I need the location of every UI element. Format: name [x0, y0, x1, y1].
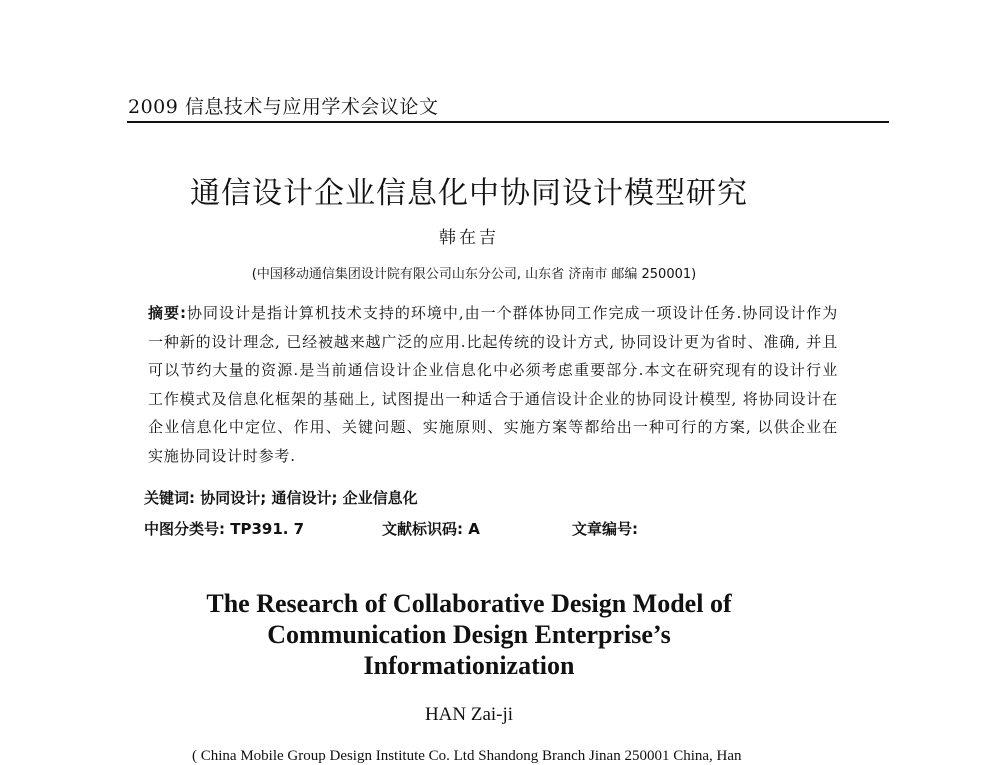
title-en-line: The Research of Collaborative Design Model of: [206, 589, 732, 618]
article-number: 文章编号:: [572, 520, 638, 538]
clc-number: 中图分类号: TP391. 7: [144, 520, 305, 538]
running-header: 2009 信息技术与应用学术会议论文: [128, 96, 439, 118]
title-en-line: Communication Design Enterprise’s: [267, 620, 671, 649]
author-english: HAN Zai-ji: [424, 704, 514, 725]
title-en-line: Informationization: [363, 651, 575, 680]
author-chinese: 韩在吉: [439, 228, 499, 248]
abstract-chinese: [148, 299, 838, 470]
document-code: 文献标识码: A: [382, 520, 480, 538]
affiliation-english: ( China Mobile Group Design Institute Co. Ltd Shandong Branch Jinan 250001 China, Han: [192, 748, 742, 764]
affiliation-chinese: (中国移动通信集团设计院有限公司山东分公司, 山东省 济南市 邮编 250001): [251, 267, 697, 282]
paper-title-english: [0, 588, 938, 681]
keywords-chinese: 关键词: 协同设计; 通信设计; 企业信息化: [144, 489, 418, 507]
paper-title-chinese: 通信设计企业信息化中协同设计模型研究: [190, 176, 748, 211]
header-divider: [127, 121, 889, 123]
abstract-text: 协同设计是指计算机技术支持的环境中,由一个群体协同工作完成一项设计任务.协同设计作为一种新的设计理念, 已经被越来越广泛的应用.比起传统的设计方式, 协同设计更为省时、准确, 并且可以节约大量的资源.是当前通信设计企业信息化中必须考虑重要部分.本文在研究现有的设计行业工作模式及信息化框架的基础上, 试图提出一种适合于通信设计企业的协同设计模型, 将协同设计在企业信息化中定位、作用、关键问题、实施原则、实施方案等都给出一种可行的方案, 以供企业在实施协同设计时参考.: [148, 304, 839, 465]
abstract-label: 摘要:: [148, 304, 187, 322]
